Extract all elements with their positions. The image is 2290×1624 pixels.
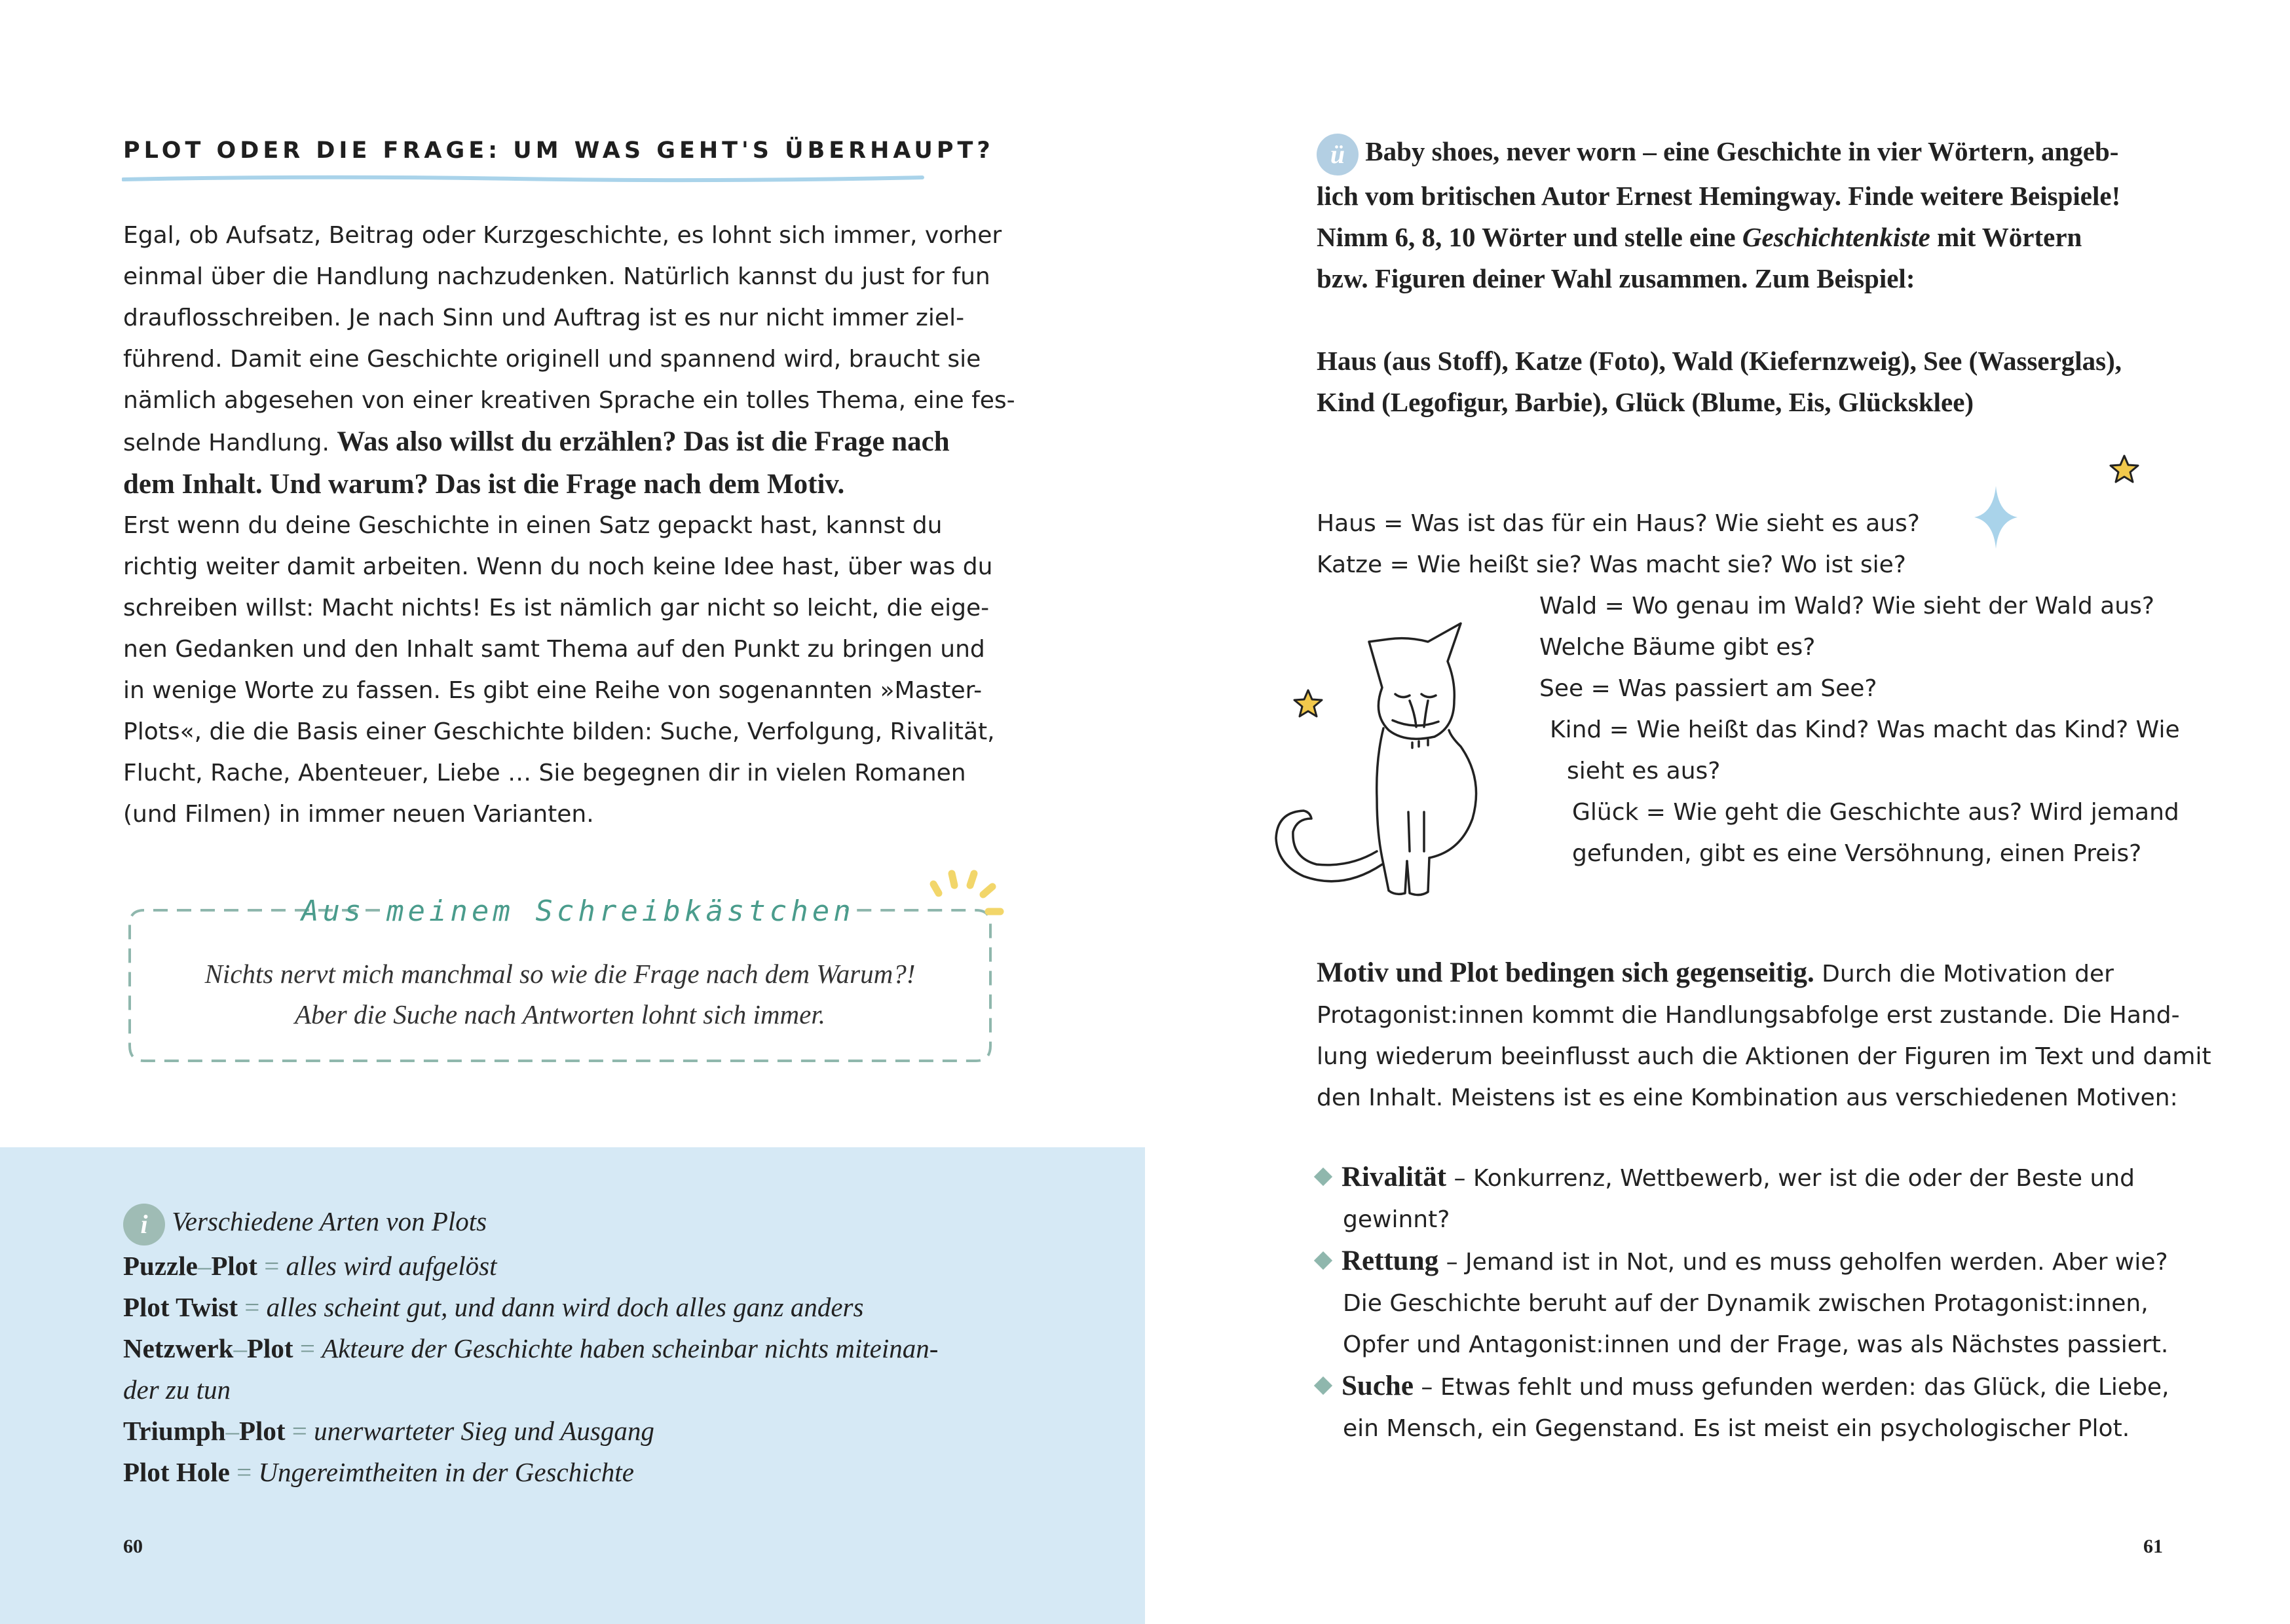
info-title-row [123, 1198, 938, 1246]
question-list [0, 503, 2290, 874]
motive-list [1317, 1156, 2169, 1449]
plain-text: selnde Handlung. [123, 430, 329, 456]
exercise-line: lich vom britischen Autor Ernest Hemingway. Finde weitere Beispiele! [1317, 180, 2121, 211]
writing-box-quote [131, 953, 989, 1035]
text-line: Plots«, die die Basis einer Geschichte bilden: Suche, Verfolgung, Rivalität, [123, 718, 995, 745]
text-line: nämlich abgesehen von einer kreativen Sprache ein tolles Thema, eine fes- [123, 387, 1015, 414]
question-line: Glück = Wie geht die Geschichte aus? Wird jemand [1572, 799, 2179, 826]
page-number-left: 60 [123, 1536, 143, 1557]
text-line: lung wiederum beeinflusst auch die Aktionen der Figuren im Text und damit [1317, 1043, 2211, 1070]
motive-item-cont: Opfer und Antagonist:innen und der Frage, was als Nächstes passiert. [1343, 1331, 2169, 1358]
question-line: gefunden, gibt es eine Versöhnung, einen Preis? [1572, 840, 2142, 867]
star-icon [2108, 453, 2141, 486]
motive-item: Suche – Etwas fehlt und muss gefunden werden: das Glück, die Liebe, [1317, 1365, 2169, 1408]
text-line: richtig weiter damit arbeiten. Wenn du noch keine Idee hast, über was du [123, 553, 993, 580]
question-line: Katze = Wie heißt sie? Was macht sie? Wo ist sie? [1317, 551, 1906, 578]
quote-line: Nichts nervt mich manchmal so wie die Frage nach dem Warum?! [204, 959, 916, 989]
text-line: nen Gedanken und den Inhalt samt Thema auf den Punkt zu bringen und [123, 636, 985, 663]
diamond-bullet-icon [1314, 1251, 1332, 1270]
page-number-right: 61 [2143, 1536, 2163, 1557]
plot-type-row: Netzwerk–Plot = Akteure der Geschichte haben scheinbar nichts miteinan- [123, 1333, 939, 1363]
question-line: Wald = Wo genau im Wald? Wie sieht der Wald aus? [1539, 593, 2154, 619]
text-line [123, 421, 1015, 464]
exercise-line: ü Baby shoes, never worn – eine Geschichte in vier Wörtern, angeb- [1317, 131, 2122, 175]
text-line: Flucht, Rache, Abenteuer, Liebe … Sie begegnen dir in vielen Romanen [123, 760, 966, 786]
plot-type-row: Puzzle–Plot = alles wird aufgelöst [123, 1250, 497, 1281]
text-line: führend. Damit eine Geschichte originell und spannend wird, braucht sie [123, 346, 981, 373]
bold-question: Was also willst du erzählen? Das ist die Frage nach [337, 426, 950, 457]
plot-type-row: Plot Twist = alles scheint gut, und dann wird doch alles ganz anders [123, 1291, 864, 1322]
motiv-bold: Motiv und Plot bedingen sich gegenseitig. [1317, 957, 1814, 988]
text-line: Erst wenn du deine Geschichte in einen Satz gepackt hast, kannst du [123, 512, 943, 539]
motive-item-cont: gewinnt? [1343, 1206, 1450, 1233]
motive-item-cont: Die Geschichte beruht auf der Dynamik zwischen Protagonist:innen, [1343, 1290, 2149, 1317]
motive-item-cont: ein Mensch, ein Gegenstand. Es ist meist ein psychologischer Plot. [1343, 1415, 2130, 1442]
exercise-line: Nimm 6, 8, 10 Wörter und stelle eine Geschichtenkiste mit Wörtern [1317, 221, 2082, 252]
text-line: drauflosschreiben. Je nach Sinn und Auftrag ist es nur nicht immer ziel- [123, 304, 965, 331]
motive-item: Rettung – Jemand ist in Not, und es muss geholfen werden. Aber wie? [1317, 1240, 2169, 1283]
motive-item: Rivalität – Konkurrenz, Wettbewerb, wer ist die oder der Beste und [1317, 1156, 2169, 1199]
text-line: Motiv und Plot bedingen sich gegenseitig. Durch die Motivation der [1317, 957, 2114, 988]
sunburst-icon [927, 866, 1005, 931]
question-line: Kind = Wie heißt das Kind? Was macht das Kind? Wie [1550, 716, 2180, 743]
exercise-icon: ü [1317, 134, 1359, 175]
text-line: einmal über die Handlung nachzudenken. Natürlich kannst du just for fun [123, 263, 990, 290]
bold-question-2: dem Inhalt. Und warum? Das ist die Frage nach dem Motiv. [123, 469, 845, 500]
plot-type-row: Triumph–Plot = unerwarteter Sieg und Ausgang [123, 1415, 654, 1446]
text-line: in wenige Worte zu fassen. Es gibt eine Reihe von sogenannten »Master- [123, 677, 983, 704]
text-line: schreiben willst: Macht nichts! Es ist nämlich gar nicht so leicht, die eige- [123, 595, 990, 621]
text-line: Protagonist:innen kommt die Handlungsabfolge erst zustande. Die Hand- [1317, 1002, 2180, 1029]
text-line: Egal, ob Aufsatz, Beitrag oder Kurzgeschichte, es lohnt sich immer, vorher [123, 222, 1002, 249]
heading-underline [122, 173, 924, 185]
plot-type-row: Plot Hole = Ungereimtheiten in der Geschichte [123, 1456, 634, 1487]
diamond-bullet-icon [1314, 1168, 1332, 1186]
exercise-example: Kind (Legofigur, Barbie), Glück (Blume, Eis, Glücksklee) [1317, 386, 1974, 417]
question-line: Haus = Was ist das für ein Haus? Wie sieht es aus? [1317, 510, 1920, 537]
plot-type-cont: der zu tun [123, 1374, 231, 1405]
question-line: Welche Bäume gibt es? [1539, 634, 1816, 661]
info-title: Verschiedene Arten von Plots [172, 1206, 487, 1236]
diamond-bullet-icon [1314, 1376, 1332, 1395]
quote-line: Aber die Suche nach Antworten lohnt sich immer. [294, 999, 825, 1029]
text-line: den Inhalt. Meistens ist es eine Kombination aus verschiedenen Motiven: [1317, 1084, 2178, 1111]
info-icon: i [123, 1204, 165, 1246]
info-block [123, 1198, 938, 1493]
section-heading: PLOT ODER DIE FRAGE: UM WAS GEHT'S ÜBERHAUPT? [123, 138, 994, 164]
exercise-example: Haus (aus Stoff), Katze (Foto), Wald (Kiefernzweig), See (Wasserglas), [1317, 345, 2122, 376]
exercise-line: bzw. Figuren deiner Wahl zusammen. Zum Beispiel: [1317, 263, 1915, 293]
text-line: (und Filmen) in immer neuen Varianten. [123, 801, 594, 828]
question-line: See = Was passiert am See? [1539, 675, 1877, 702]
question-line: sieht es aus? [1567, 758, 1721, 784]
motiv-paragraph [1317, 952, 2211, 1118]
exercise-block [1317, 131, 2122, 423]
writing-box-title: Aus meinem Schreibkästchen [301, 895, 855, 928]
